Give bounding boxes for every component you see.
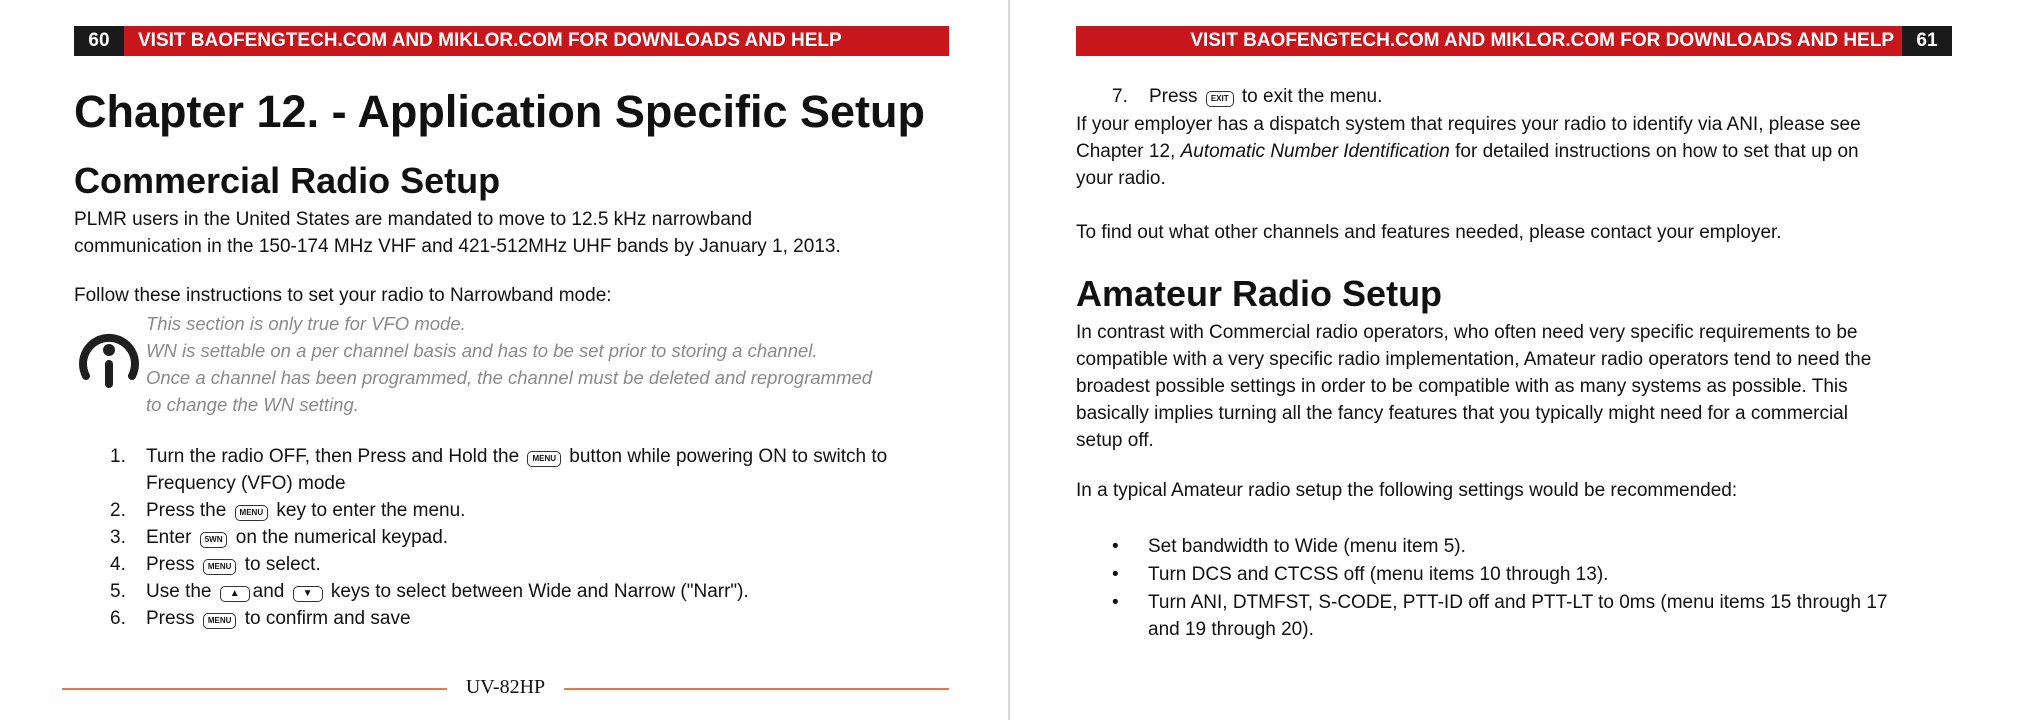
ani-line: your radio. xyxy=(1076,168,1166,189)
step-text: to exit the menu. xyxy=(1241,86,1383,107)
step-number: 7. xyxy=(1112,86,1128,107)
bullet-text: Turn DCS and CTCSS off (menu items 10 through 13). xyxy=(1148,564,1609,585)
bullet-text: Set bandwidth to Wide (menu item 5). xyxy=(1148,536,1466,557)
amateur-line: setup off. xyxy=(1076,430,1154,451)
step-text: on the numerical keypad. xyxy=(235,527,449,548)
intro-line: communication in the 150-174 MHz VHF and 421-512MHz UHF bands by January 1, 2013. xyxy=(74,236,841,257)
list-item xyxy=(110,524,887,551)
menu-key-icon: MENU xyxy=(203,613,237,629)
ani-text: Chapter 12, xyxy=(1076,141,1181,162)
exit-key-icon: EXIT xyxy=(1206,91,1234,107)
intro-line: PLMR users in the United States are mandated to move to 12.5 kHz narrowband xyxy=(74,209,753,230)
step-7 xyxy=(1112,83,1382,110)
note-block xyxy=(146,310,872,418)
menu-key-icon: MENU xyxy=(235,505,269,521)
step-text: Press the xyxy=(146,500,227,521)
menu-key-icon: MENU xyxy=(203,559,237,575)
typical-text: In a typical Amateur radio setup the following settings would be recommended: xyxy=(1076,480,1738,501)
recommended-settings-list xyxy=(1104,533,1940,644)
note-line: WN is settable on a per channel basis and has to be set prior to storing a channel. xyxy=(146,340,818,361)
contact-text: To find out what other channels and features needed, please contact your employer. xyxy=(1076,222,1782,243)
note-line: to change the WN setting. xyxy=(146,394,359,415)
section-title-commercial: Commercial Radio Setup xyxy=(74,160,501,201)
intro-paragraph xyxy=(74,206,841,260)
step-text: key to enter the menu. xyxy=(276,500,466,521)
bullet-icon: • xyxy=(1112,592,1119,613)
step-text: Enter xyxy=(146,527,192,548)
chapter-title: Chapter 12. - Application Specific Setup xyxy=(74,86,925,137)
amateur-line: broadest possible settings in order to be compatible with as many systems as possible. This xyxy=(1076,376,1848,397)
amateur-line: compatible with a very specific radio implementation, Amateur radio operators tend to need the xyxy=(1076,349,1872,370)
bullet-text: and 19 through 20). xyxy=(1148,619,1314,640)
step-number: 2. xyxy=(110,500,126,521)
step-number: 5. xyxy=(110,581,126,602)
list-item xyxy=(110,497,887,524)
note-line: Once a channel has been programmed, the channel must be deleted and reprogrammed xyxy=(146,367,873,388)
amateur-line: basically implies turning all the fancy features that you typically might need for a commercial xyxy=(1076,403,1848,424)
ani-text: for detailed instructions on how to set that up on xyxy=(1449,141,1859,162)
step-text: to confirm and save xyxy=(244,608,411,629)
section-title-amateur: Amateur Radio Setup xyxy=(1076,273,1443,314)
step-number: 1. xyxy=(110,446,126,467)
left-page xyxy=(0,0,1008,720)
info-icon xyxy=(76,318,142,390)
step-number: 4. xyxy=(110,554,126,575)
footer-model: UV-82HP xyxy=(465,676,546,698)
step-text: Press xyxy=(1148,86,1198,107)
bullet-icon: • xyxy=(1112,536,1119,557)
list-item xyxy=(1104,533,1940,560)
amateur-paragraph xyxy=(1076,319,1956,454)
ani-link-text: Automatic Number Identification xyxy=(1180,141,1450,162)
step-text: button while powering ON to switch to xyxy=(569,446,888,467)
header-bar-right xyxy=(1076,26,1952,56)
header-text-right[interactable]: VISIT BAOFENGTECH.COM AND MIKLOR.COM FOR DOWNLOADS AND HELP xyxy=(1190,30,1894,51)
five-key-icon: 5WN xyxy=(200,532,228,548)
page-number-right: 61 xyxy=(1902,26,1952,56)
page-number-left: 60 xyxy=(74,26,124,56)
step-text: and xyxy=(252,581,285,602)
header-bar-left xyxy=(74,26,949,56)
list-item xyxy=(110,605,887,632)
list-item xyxy=(110,551,887,578)
step-text: Turn the radio OFF, then Press and Hold the xyxy=(146,446,520,467)
step-text: Press xyxy=(146,554,195,575)
step-number: 3. xyxy=(110,527,126,548)
down-arrow-key-icon: ▼ xyxy=(293,586,323,602)
list-item xyxy=(1104,561,1940,588)
footer-rule xyxy=(564,688,949,690)
step-number: 6. xyxy=(110,608,126,629)
ani-line xyxy=(1076,138,1956,165)
step-text: Use the xyxy=(146,581,212,602)
footer-left xyxy=(62,676,949,700)
bullet-text: Turn ANI, DTMFST, S-CODE, PTT-ID off and PTT-LT to 0ms (menu items 15 through 17 xyxy=(1148,592,1888,613)
step-text: keys to select between Wide and Narrow ("Narr"). xyxy=(330,581,749,602)
step-text: Press xyxy=(146,608,195,629)
list-item xyxy=(1104,589,1940,643)
ani-line: If your employer has a dispatch system that requires your radio to identify via ANI, please see xyxy=(1076,114,1861,135)
bullet-icon: • xyxy=(1112,564,1119,585)
list-item xyxy=(110,578,887,605)
steps-list xyxy=(110,443,887,632)
up-arrow-key-icon: ▲ xyxy=(220,586,250,602)
note-line: This section is only true for VFO mode. xyxy=(146,313,466,334)
menu-key-icon: MENU xyxy=(527,451,561,467)
step-text: Frequency (VFO) mode xyxy=(146,473,346,494)
follow-text: Follow these instructions to set your radio to Narrowband mode: xyxy=(74,285,612,306)
list-item xyxy=(110,443,887,497)
header-text-left[interactable]: VISIT BAOFENGTECH.COM AND MIKLOR.COM FOR DOWNLOADS AND HELP xyxy=(138,30,842,51)
amateur-line: In contrast with Commercial radio operators, who often need very specific requirements to be xyxy=(1076,322,1858,343)
step-text: to select. xyxy=(244,554,321,575)
ani-paragraph xyxy=(1076,111,1956,192)
